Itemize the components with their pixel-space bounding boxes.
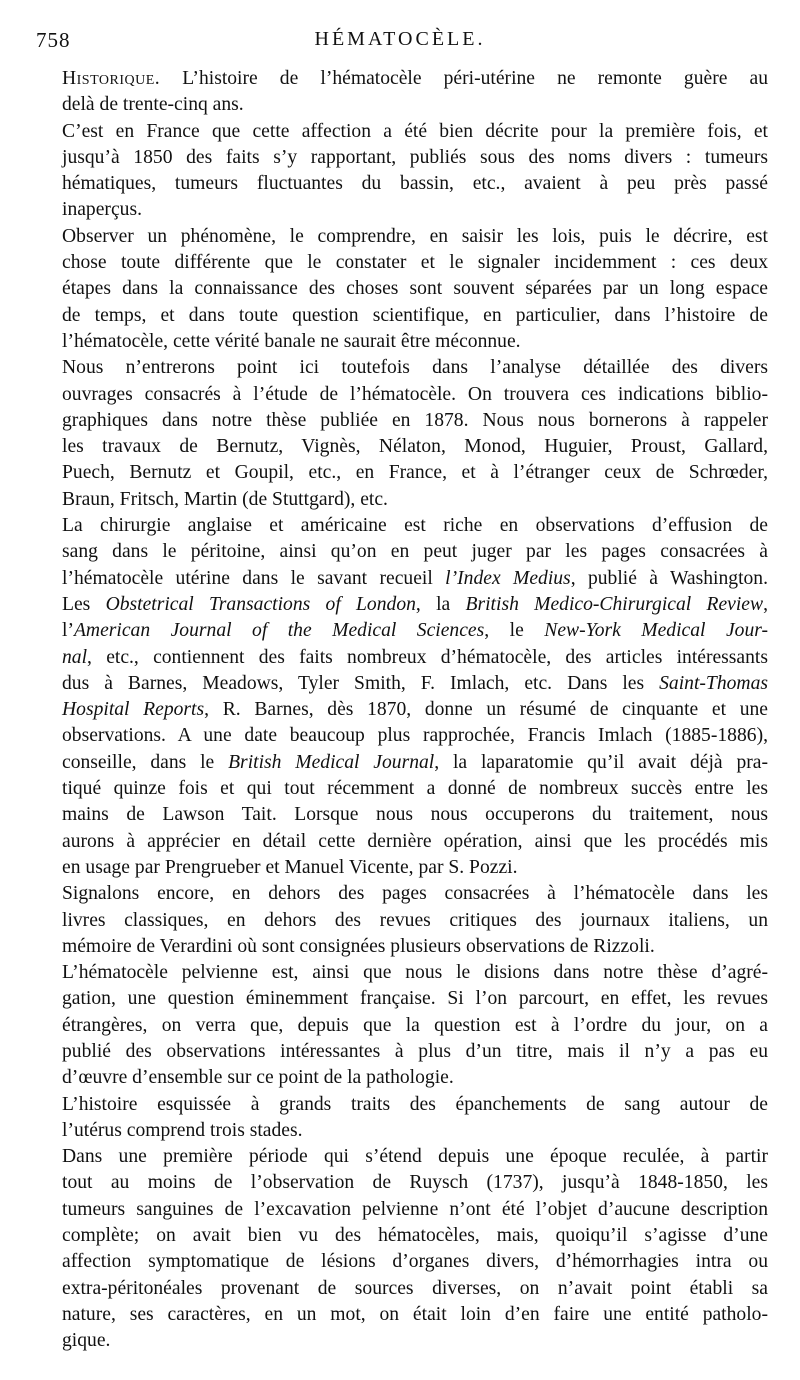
line-text: Nous n’entrerons point ici toutefois dans l’analyse détaillée des divers <box>62 357 768 379</box>
text-line <box>62 119 768 145</box>
line-text: Hospital Reports, R. Barnes, dès 1870, donne un résumé de cinquante et une <box>62 699 768 721</box>
text-line <box>62 197 768 223</box>
paragraph <box>62 881 768 960</box>
text-line <box>62 723 768 749</box>
line-text: nal, etc., contiennent des faits nombreux d’hématocèle, des articles intéressants <box>62 646 768 668</box>
line-text: tout au moins de l’observation de Ruysch (1737), jusqu’à 1848-1850, les <box>62 1172 768 1194</box>
text-line <box>62 1249 768 1275</box>
text-line <box>62 645 768 671</box>
line-text: nature, ses caractères, en un mot, on était loin d’en faire une entité patholo- <box>62 1303 768 1325</box>
text-line <box>62 355 768 381</box>
text-line <box>62 92 768 118</box>
running-head <box>36 28 764 56</box>
text-line <box>62 145 768 171</box>
line-text: inaperçus. <box>62 199 142 221</box>
text-line <box>62 566 768 592</box>
line-text: Puech, Bernutz et Goupil, etc., en France, et à l’étranger ceux de Schrœder, <box>62 462 768 484</box>
line-text: aurons à apprécier en détail cette dernière opération, ainsi que les procédés mis <box>62 830 768 852</box>
paragraph <box>62 355 768 513</box>
text-line <box>62 408 768 434</box>
paragraph <box>62 1092 768 1145</box>
line-text: observations. A une date beaucoup plus rapprochée, Francis Imlach (1885-1886), <box>62 725 768 747</box>
line-text: mémoire de Verardini où sont consignées plusieurs observations de Rizzoli. <box>62 935 655 957</box>
text-line <box>62 303 768 329</box>
line-text: de temps, et dans toute question scientifique, en particulier, dans l’histoire de <box>62 304 768 326</box>
text-line <box>62 1223 768 1249</box>
line-text: livres classiques, en dehors des revues critiques des journaux italiens, un <box>62 909 768 931</box>
text-line <box>62 829 768 855</box>
text-line <box>62 434 768 460</box>
text-line <box>62 1170 768 1196</box>
text-line <box>62 1039 768 1065</box>
text-line <box>62 802 768 828</box>
line-text: mains de Lawson Tait. Lorsque nous nous occuperons du traitement, nous <box>62 804 768 826</box>
line-text: tiqué quinze fois et qui tout récemment a donné de nombreux succès entre les <box>62 778 768 800</box>
line-text: Observer un phénomène, le comprendre, en saisir les lois, puis le décrire, est <box>62 225 768 247</box>
text-line <box>62 618 768 644</box>
page-number: 758 <box>36 28 71 52</box>
text-line <box>62 382 768 408</box>
line-text: Les Obstetrical Transactions of London, la British Medico-Chirurgical Review, <box>62 593 768 615</box>
line-text: les travaux de Bernutz, Vignès, Nélaton, Monod, Huguier, Proust, Gallard, <box>62 436 768 458</box>
line-text: graphiques dans notre thèse publiée en 1878. Nous nous bornerons à rappeler <box>62 409 768 431</box>
text-line <box>62 697 768 723</box>
text-line <box>62 776 768 802</box>
text-line <box>62 671 768 697</box>
line-text: L’histoire esquissée à grands traits des épanchements de sang autour de <box>62 1093 768 1115</box>
text-line <box>62 460 768 486</box>
paragraph <box>62 513 768 881</box>
text-line <box>62 1013 768 1039</box>
line-text: l’American Journal of the Medical Sciences, le New-York Medical Jour- <box>62 620 769 642</box>
line-text: delà de trente-cinq ans. <box>62 94 244 116</box>
text-line <box>62 1144 768 1170</box>
line-text: Dans une première période qui s’étend depuis une époque reculée, à partir <box>62 1146 768 1168</box>
line-text: l’hématocèle utérine dans le savant recueil l’Index Medius, publié à Washington. <box>62 567 769 589</box>
text-line <box>62 1092 768 1118</box>
text-line <box>62 1197 768 1223</box>
text-line <box>62 224 768 250</box>
line-text: hématiques, tumeurs fluctuantes du bassin, etc., avaient à peu près passé <box>62 173 768 195</box>
line-text: jusqu’à 1850 des faits s’y rapportant, publiés sous des noms divers : tumeurs <box>62 146 768 168</box>
line-text: l’utérus comprend trois stades. <box>62 1119 303 1141</box>
line-text: sang dans le péritoine, ainsi qu’on en peut juger par les pages consacrées à <box>62 541 768 563</box>
text-line <box>62 1302 768 1328</box>
line-text: l’hématocèle, cette vérité banale ne saurait être méconnue. <box>62 330 521 352</box>
text-line <box>62 1065 768 1091</box>
line-text: gation, une question éminemment française. Si l’on parcourt, en effet, les revues <box>62 988 768 1010</box>
text-line <box>62 908 768 934</box>
line-text: ouvrages consacrés à l’étude de l’hématocèle. On trouvera ces indications biblio- <box>62 383 768 405</box>
text-line <box>62 1118 768 1144</box>
text-line <box>62 960 768 986</box>
line-text: Braun, Fritsch, Martin (de Stuttgard), etc. <box>62 488 388 510</box>
text-line <box>62 171 768 197</box>
paragraph <box>62 224 768 355</box>
text-line <box>62 592 768 618</box>
text-line <box>62 539 768 565</box>
paragraph <box>62 66 768 119</box>
line-text: La chirurgie anglaise et américaine est riche en observations d’effusion de <box>62 515 768 537</box>
text-line <box>62 250 768 276</box>
line-text: étrangères, on verra que, depuis que la question est à l’ordre du jour, on a <box>62 1014 768 1036</box>
line-text: d’œuvre d’ensemble sur ce point de la pathologie. <box>62 1067 454 1089</box>
paragraph <box>62 960 768 1091</box>
section-lead: Historique. <box>62 68 161 89</box>
line-text: L’histoire de l’hématocèle péri-utérine ne remonte guère au <box>160 68 768 89</box>
line-text: C’est en France que cette affection a été bien décrite pour la première fois, et <box>62 120 768 142</box>
text-line <box>62 487 768 513</box>
text-line <box>62 855 768 881</box>
paragraph <box>62 119 768 224</box>
line-text: chose toute différente que le constater et le signaler incidemment : ces deux <box>62 252 768 274</box>
line-text: étapes dans la connaissance des choses sont souvent séparées par un long espace <box>62 278 768 300</box>
text-line <box>62 329 768 355</box>
line-text: tumeurs sanguines de l’excavation pelvienne n’ont été l’objet d’aucune description <box>62 1198 768 1220</box>
text-line <box>62 750 768 776</box>
line-text: L’hématocèle pelvienne est, ainsi que nous le disions dans notre thèse d’agré- <box>62 962 768 984</box>
paragraph <box>62 1144 768 1354</box>
text-line <box>62 986 768 1012</box>
line-text: Signalons encore, en dehors des pages consacrées à l’hématocèle dans les <box>62 883 768 905</box>
text-line <box>62 66 768 92</box>
line-text: affection symptomatique de lésions d’organes divers, d’hémorrhagies intra ou <box>62 1251 768 1273</box>
running-title: HÉMATOCÈLE. <box>314 28 486 50</box>
line-text: conseille, dans le British Medical Journal, la laparatomie qu’il avait déjà pra- <box>62 751 769 773</box>
text-line <box>62 1276 768 1302</box>
line-text: dus à Barnes, Meadows, Tyler Smith, F. Imlach, etc. Dans les Saint-Thomas <box>62 672 768 694</box>
text-line <box>62 881 768 907</box>
text-line <box>62 276 768 302</box>
text-line <box>62 934 768 960</box>
line-text: complète; on avait bien vu des hématocèles, mais, quoiqu’il s’agisse d’une <box>62 1225 768 1247</box>
line-text: publié des observations intéressantes à plus d’un titre, mais il n’y a pas eu <box>62 1040 768 1062</box>
text-line <box>62 513 768 539</box>
text-line <box>62 1328 768 1354</box>
body-text <box>62 66 768 1355</box>
line-text: extra-péritonéales provenant de sources diverses, on n’avait point établi sa <box>62 1277 768 1299</box>
line-text: en usage par Prengrueber et Manuel Vicente, par S. Pozzi. <box>62 856 518 878</box>
line-text: gique. <box>62 1330 111 1352</box>
